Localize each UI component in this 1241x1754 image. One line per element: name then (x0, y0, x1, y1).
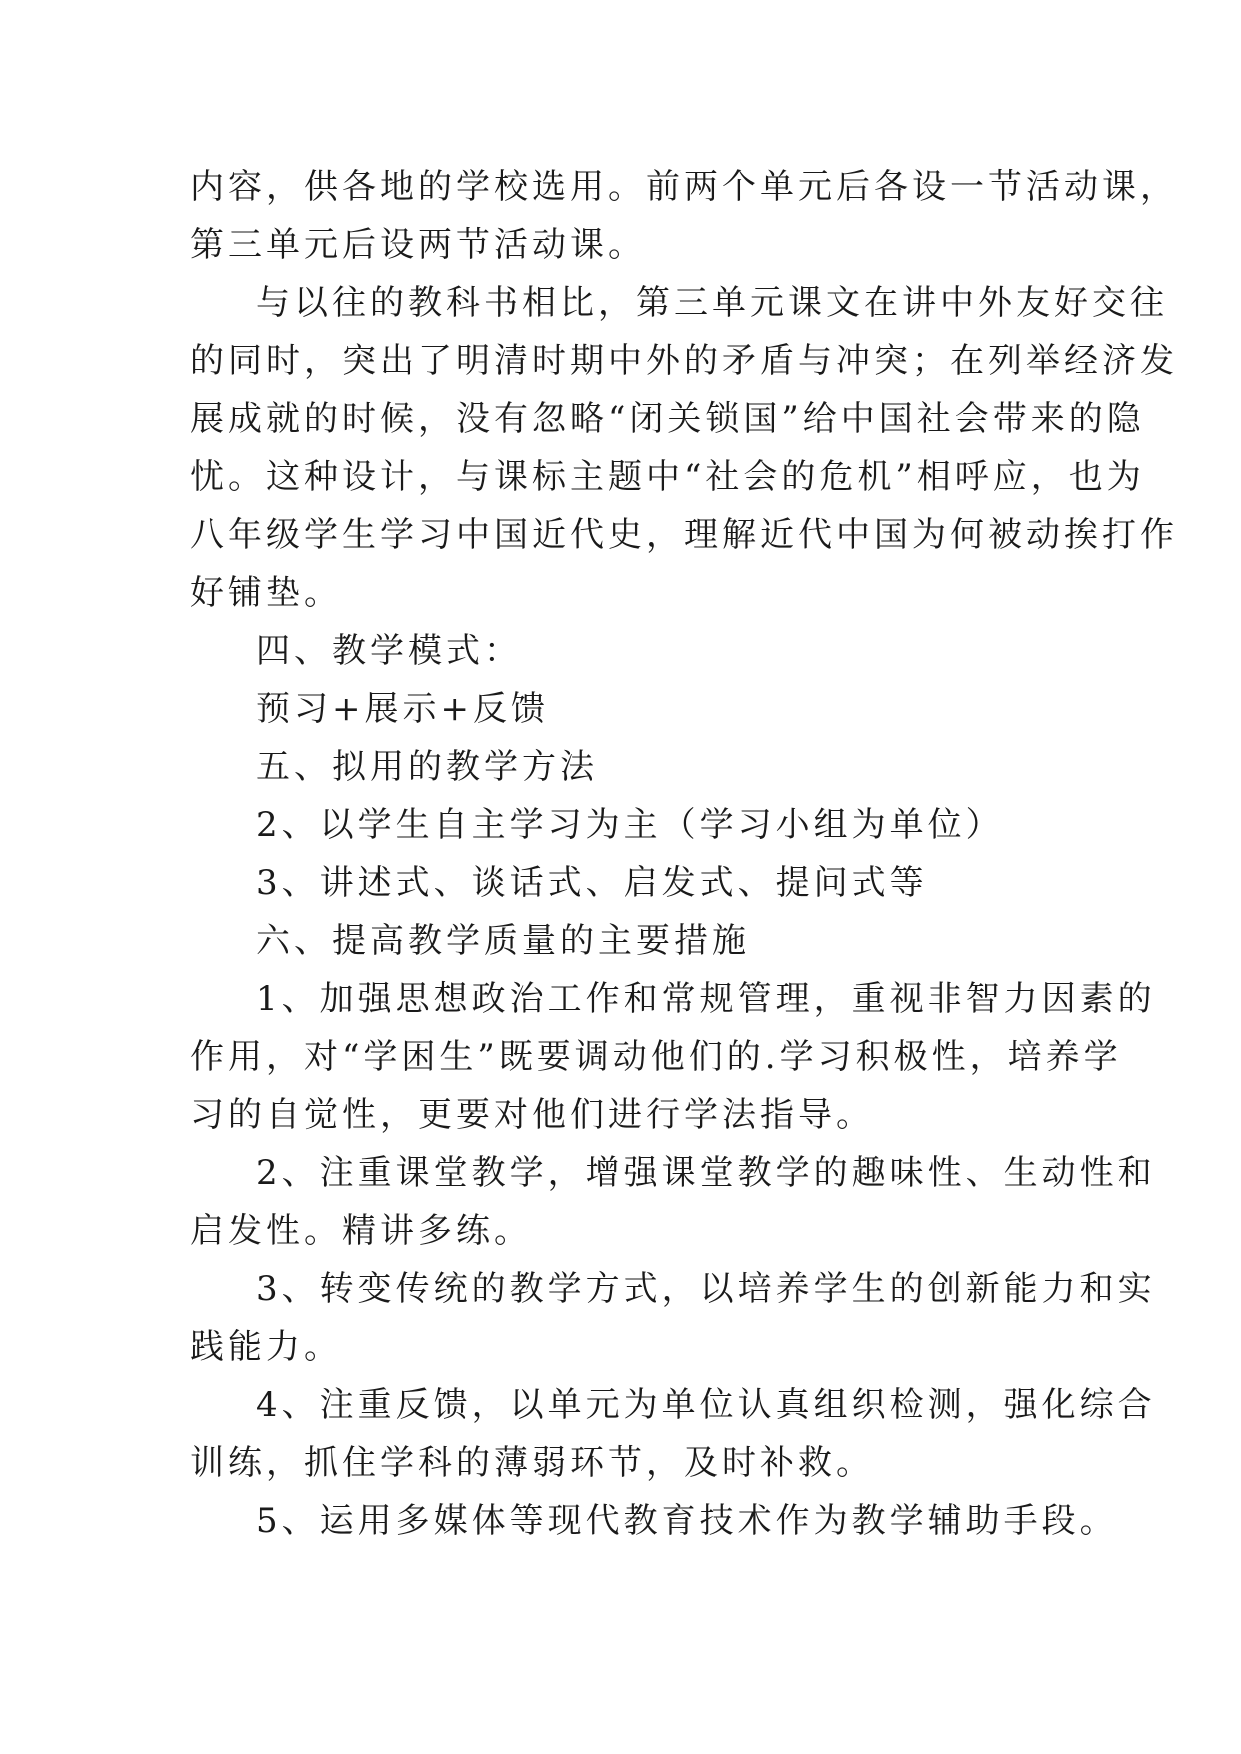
list-item: 3、转变传统的教学方式，以培养学生的创新能力和实 (256, 1269, 1156, 1309)
list-item: 2、注重课堂教学，增强课堂教学的趣味性、生动性和 (256, 1153, 1156, 1193)
text-line: 践能力。 (190, 1327, 342, 1367)
text-line: 作用，对“学困生”既要调动他们的.学习积极性，培养学 (190, 1037, 1122, 1077)
section-heading: 六、提高教学质量的主要措施 (256, 921, 750, 961)
list-item: 2、以学生自主学习为主（学习小组为单位） (256, 805, 1004, 845)
list-item: 1、加强思想政治工作和常规管理，重视非智力因素的 (256, 979, 1156, 1019)
text-line: 启发性。精讲多练。 (190, 1211, 532, 1251)
text-line: 训练，抓住学科的薄弱环节，及时补救。 (190, 1443, 874, 1483)
text-line: 八年级学生学习中国近代史，理解近代中国为何被动挨打作 (190, 515, 1178, 555)
section-heading: 五、拟用的教学方法 (256, 747, 598, 787)
text-line: 展成就的时候，没有忽略“闭关锁国”给中国社会带来的隐 (190, 399, 1145, 439)
text-line: 预习+展示+反馈 (256, 689, 549, 729)
section-heading: 四、教学模式： (256, 631, 522, 671)
text-line: 好铺垫。 (190, 573, 342, 613)
list-item: 5、运用多媒体等现代教育技术作为教学辅助手段。 (256, 1501, 1118, 1541)
list-item: 3、讲述式、谈话式、启发式、提问式等 (256, 863, 928, 903)
document-page (190, 158, 1178, 1550)
text-line: 内容，供各地的学校选用。前两个单元后各设一节活动课， (190, 167, 1178, 207)
text-line: 忧。这种设计，与课标主题中“社会的危机”相呼应，也为 (190, 457, 1145, 497)
text-line: 习的自觉性，更要对他们进行学法指导。 (190, 1095, 874, 1135)
text-line: 与以往的教科书相比，第三单元课文在讲中外友好交往 (256, 283, 1168, 323)
list-item: 4、注重反馈，以单元为单位认真组织检测，强化综合 (256, 1385, 1156, 1425)
text-line: 第三单元后设两节活动课。 (190, 225, 646, 265)
text-line: 的同时，突出了明清时期中外的矛盾与冲突；在列举经济发 (190, 341, 1178, 381)
